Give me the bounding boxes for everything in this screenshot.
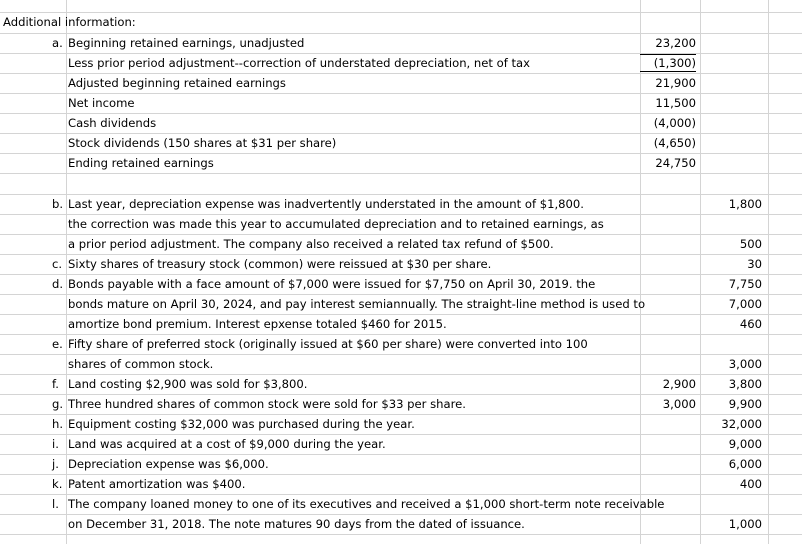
re-label[interactable]: Stock dividends (150 shares at $31 per share) [68, 136, 337, 150]
item-text[interactable]: a prior period adjustment. The company also received a related tax refund of $500. [68, 237, 554, 251]
left-value[interactable] [640, 194, 696, 214]
right-value[interactable]: 7,000 [728, 297, 762, 311]
item-letter[interactable]: d. [52, 277, 64, 291]
left-value[interactable] [640, 414, 696, 434]
info-row [0, 434, 802, 454]
right-value[interactable]: 460 [739, 317, 762, 331]
item-letter[interactable]: f. [52, 377, 59, 391]
info-row [0, 334, 802, 354]
re-row [0, 153, 802, 173]
left-value[interactable] [640, 234, 696, 254]
grid-row-line [0, 534, 802, 535]
left-value[interactable] [640, 454, 696, 474]
grid-row-line [0, 173, 802, 174]
left-value[interactable] [640, 354, 696, 374]
re-label[interactable]: Cash dividends [68, 116, 157, 130]
info-row [0, 294, 802, 314]
item-text[interactable]: Three hundred shares of common stock were sold for $33 per share. [68, 397, 466, 411]
info-row [0, 474, 802, 494]
item-text[interactable]: shares of common stock. [68, 357, 214, 371]
re-label[interactable]: Adjusted beginning retained earnings [68, 76, 286, 90]
left-value[interactable] [640, 254, 696, 274]
right-value[interactable]: 3,800 [728, 377, 762, 391]
item-text[interactable]: amortize bond premium. Interest epxense totaled $460 for 2015. [68, 317, 447, 331]
item-text[interactable]: Fifty share of preferred stock (originally issued at $60 per share) were converted into 100 [68, 337, 588, 351]
item-text[interactable]: Land was acquired at a cost of $9,000 during the year. [68, 437, 386, 451]
re-label[interactable]: Beginning retained earnings, unadjusted [68, 36, 305, 50]
right-value[interactable] [706, 334, 762, 354]
info-row [0, 194, 802, 214]
item-letter[interactable]: l. [52, 497, 59, 511]
right-value[interactable]: 6,000 [728, 457, 762, 471]
left-value[interactable] [640, 294, 696, 314]
re-row [0, 53, 802, 73]
info-row [0, 234, 802, 254]
item-text[interactable]: the correction was made this year to accumulated depreciation and to retained earnings, as [68, 217, 604, 231]
left-value[interactable]: 2,900 [662, 377, 696, 391]
item-letter[interactable]: h. [52, 417, 64, 431]
right-value[interactable] [706, 214, 762, 234]
item-letter[interactable]: a. [52, 36, 63, 50]
item-letter[interactable]: b. [52, 197, 64, 211]
right-value[interactable]: 400 [739, 477, 762, 491]
re-value[interactable]: (4,650) [653, 136, 696, 150]
item-text[interactable]: on December 31, 2018. The note matures 90 days from the dated of issuance. [68, 517, 525, 531]
re-row [0, 113, 802, 133]
item-letter[interactable]: k. [52, 477, 63, 491]
right-value[interactable]: 1,000 [728, 517, 762, 531]
item-text[interactable]: Land costing $2,900 was sold for $3,800. [68, 377, 308, 391]
info-row [0, 454, 802, 474]
re-value[interactable]: 11,500 [655, 96, 696, 110]
re-value[interactable]: 21,900 [655, 76, 696, 90]
info-row [0, 394, 802, 414]
info-row [0, 274, 802, 294]
info-row [0, 374, 802, 394]
re-row [0, 73, 802, 93]
item-letter[interactable]: i. [52, 437, 59, 451]
info-row [0, 314, 802, 334]
left-value[interactable] [640, 494, 696, 514]
info-row [0, 514, 802, 534]
item-text[interactable]: Equipment costing $32,000 was purchased during the year. [68, 417, 415, 431]
item-text[interactable]: The company loaned money to one of its executives and received a $1,000 short-term note receivable [68, 497, 665, 511]
re-row [0, 133, 802, 153]
right-value[interactable]: 500 [739, 237, 762, 251]
item-text[interactable]: Depreciation expense was $6,000. [68, 457, 269, 471]
info-row [0, 354, 802, 374]
re-row [0, 93, 802, 113]
re-label[interactable]: Ending retained earnings [68, 156, 214, 170]
left-value[interactable] [640, 434, 696, 454]
right-value[interactable] [706, 494, 762, 514]
item-text[interactable]: Sixty shares of treasury stock (common) were reissued at $30 per share. [68, 257, 492, 271]
re-label[interactable]: Less prior period adjustment--correction of understated depreciation, net of tax [68, 56, 531, 70]
sheet-heading[interactable]: Additional information: [3, 15, 136, 29]
re-value[interactable]: (4,000) [653, 116, 696, 130]
item-letter[interactable]: g. [52, 397, 64, 411]
re-label[interactable]: Net income [68, 96, 135, 110]
left-value[interactable] [640, 214, 696, 234]
item-text[interactable]: bonds mature on April 30, 2024, and pay interest semiannually. The straight-line method is used to [68, 297, 646, 311]
item-text[interactable]: Bonds payable with a face amount of $7,000 were issued for $7,750 on April 30, 2019. the [68, 277, 596, 291]
re-value[interactable]: 24,750 [655, 156, 696, 170]
right-value[interactable]: 1,800 [728, 197, 762, 211]
left-value[interactable] [640, 334, 696, 354]
right-value[interactable]: 9,900 [728, 397, 762, 411]
right-value[interactable]: 7,750 [728, 277, 762, 291]
right-value[interactable]: 32,000 [721, 417, 762, 431]
info-row [0, 254, 802, 274]
item-text[interactable]: Patent amortization was $400. [68, 477, 246, 491]
left-value[interactable] [640, 314, 696, 334]
left-value[interactable] [640, 474, 696, 494]
right-value[interactable]: 30 [747, 257, 762, 271]
item-letter[interactable]: c. [52, 257, 63, 271]
info-row [0, 214, 802, 234]
header-row [0, 12, 802, 32]
re-value[interactable]: 23,200 [655, 36, 696, 50]
left-value[interactable] [640, 274, 696, 294]
right-value[interactable]: 3,000 [728, 357, 762, 371]
info-row [0, 414, 802, 434]
info-row [0, 494, 802, 514]
item-letter[interactable]: j. [52, 457, 59, 471]
item-letter[interactable]: e. [52, 337, 63, 351]
re-row [0, 33, 802, 53]
left-value[interactable]: 3,000 [662, 397, 696, 411]
left-value[interactable] [640, 514, 696, 534]
item-text[interactable]: Last year, depreciation expense was inadvertently understated in the amount of $1,800. [68, 197, 584, 211]
right-value[interactable]: 9,000 [728, 437, 762, 451]
re-value[interactable]: (1,300) [640, 54, 696, 72]
